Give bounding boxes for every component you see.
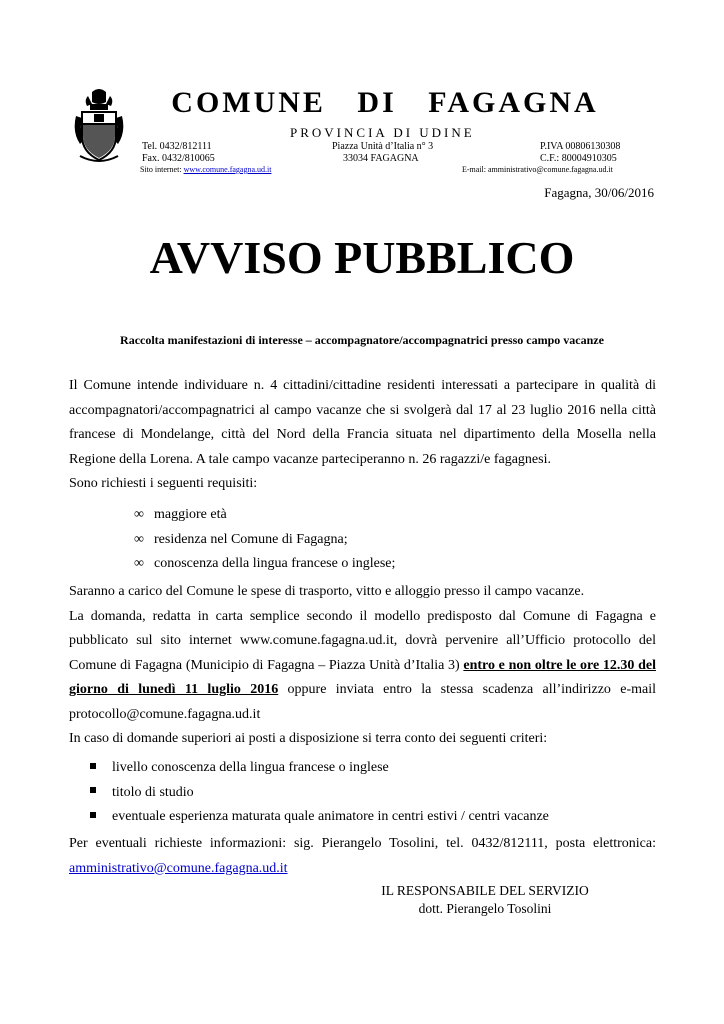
- list-item: titolo di studio: [90, 781, 549, 806]
- list-item: livello conoscenza della lingua francese o inglese: [90, 756, 549, 781]
- requisiti-intro: Sono richiesti i seguenti requisiti:: [69, 476, 258, 491]
- header-piva: P.IVA 00806130308: [540, 141, 621, 152]
- header-address-line1: Piazza Unità d’Italia n° 3: [332, 141, 434, 152]
- header-address-line2: 33034 FAGAGNA: [343, 153, 419, 164]
- body-intro: Il Comune intende individuare n. 4 cittadini/cittadine residenti interessati a partecipare in qualità di accompagnatori/accompagnatrici al campo vacanze che si svolgerà dal 17 al 23 luglio 2016 nella città francese di Mondelange, città del Nord della Francia situata nel dipartimento della Mosella nella Regione della Lorena. A tale campo vacanze parteciperanno n. 26 ragazzi/e fagagnesi.: [69, 378, 656, 467]
- deadline-text: entro e non oltre le ore 12.30 del giorno di lunedì 11 luglio 2016: [69, 657, 656, 697]
- info-email-link[interactable]: amministrativo@comune.fagagna.ud.it: [69, 860, 288, 876]
- square-bullet-icon: [90, 787, 96, 793]
- infinity-bullet-icon: ∞: [134, 507, 144, 522]
- document-title: AVVISO PUBBLICO: [149, 232, 575, 283]
- infinity-bullet-icon: ∞: [134, 531, 144, 547]
- body-spese: Saranno a carico del Comune le spese di trasporto, vitto e alloggio presso il campo vacanze.: [69, 584, 585, 599]
- body-info: Per eventuali richieste informazioni: sig. Pierangelo Tosolini, tel. 0432/812111, posta elettronica: amministrativo@comune.fagagna.ud.it: [69, 836, 656, 876]
- body-intro-block: [69, 374, 656, 497]
- website-link[interactable]: www.comune.fagagna.ud.it: [183, 165, 272, 174]
- provincia-subtitle: PROVINCIA DI UDINE: [290, 125, 475, 140]
- body-domanda-block: [69, 580, 656, 752]
- list-item: ∞ maggiore età: [134, 503, 395, 528]
- signature-name: dott. Pierangelo Tosolini: [418, 901, 552, 916]
- header-tel: Tel. 0432/812111: [142, 141, 212, 152]
- header-email: E-mail: amministrativo@comune.fagagna.ud.it: [462, 165, 613, 174]
- list-item: ∞ residenza nel Comune di Fagagna;: [134, 528, 395, 553]
- square-bullet-icon: [90, 812, 96, 818]
- comune-title: COMUNE DI FAGAGNA: [171, 86, 599, 119]
- document-subject: Raccolta manifestazioni di interesse – accompagnatore/accompagnatrici presso campo vacanze: [120, 333, 604, 347]
- list-item: eventuale esperienza maturata quale animatore in centri estivi / centri vacanze: [90, 805, 549, 830]
- signature-block: [370, 882, 600, 918]
- requisiti-list: [134, 503, 395, 577]
- header-website: [140, 165, 271, 175]
- website-label: Sito internet:: [140, 165, 184, 174]
- infinity-bullet-icon: ∞: [134, 556, 144, 571]
- square-bullet-icon: [90, 763, 96, 769]
- document-date: Fagagna, 30/06/2016: [544, 185, 654, 200]
- header-cf: C.F.: 80004910305: [540, 153, 617, 164]
- list-item: ∞ conoscenza della lingua francese o inglese;: [134, 552, 395, 577]
- signature-role: IL RESPONSABILE DEL SERVIZIO: [381, 883, 589, 898]
- criteri-intro: In caso di domande superiori ai posti a disposizione si terra conto dei seguenti criteri:: [69, 731, 548, 746]
- body-info-block: [69, 832, 656, 881]
- criteri-list: [90, 756, 549, 830]
- comune-crest-logo: [70, 86, 128, 164]
- header-fax: Fax. 0432/810065: [142, 153, 215, 164]
- body-domanda: La domanda, redatta in carta semplice secondo il modello predisposto dal Comune di Fagagna e pubblicato sul sito internet www.comune.fagagna.ud.it, dovrà pervenire all’Ufficio protocollo del Comune di Fagagna (Municipio di Fagagna – Piazza Unità d’Italia 3) entro e non oltre le ore 12.30 del giorno di lunedì 11 luglio 2016 oppure inviata entro la stessa scadenza all’indirizzo e-mail protocollo@comune.fagagna.ud.it: [69, 608, 656, 722]
